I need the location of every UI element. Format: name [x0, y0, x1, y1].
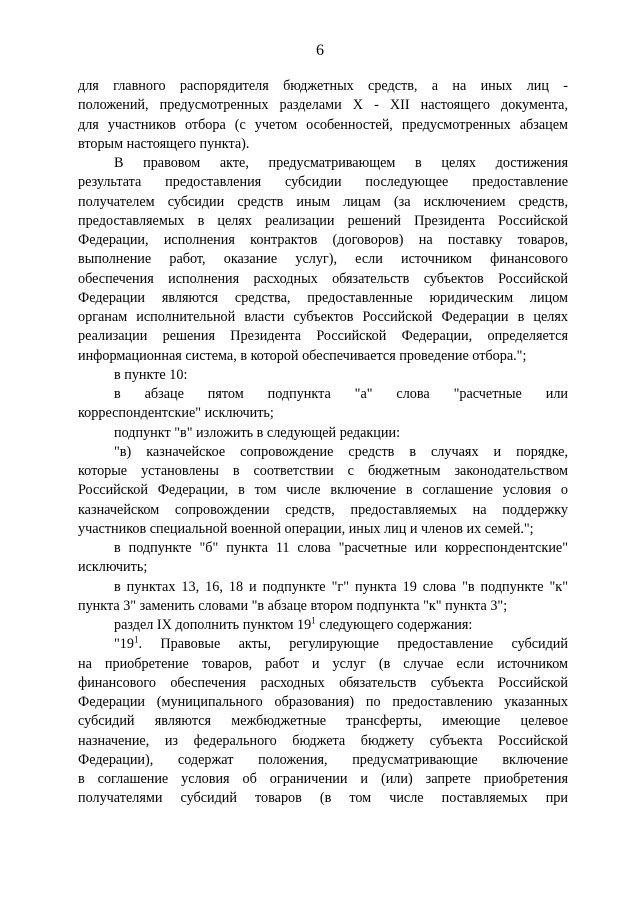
- text-line: раздел IX дополнить пунктом $19^1$ следующего содержания:: [114, 615, 473, 633]
- text-line: в соглашение условия об ограничении и (или) запрете приобретения: [78, 771, 568, 787]
- text-line: подпункт "в" изложить в следующей редакции:: [114, 424, 401, 441]
- text-line: "в) казначейское сопровождение средств в случаях и порядке,: [114, 443, 568, 460]
- text-line: на приобретение товаров, работ и услуг (в случае если источником: [78, 655, 568, 672]
- text-line: казначейском сопровождении средств, предоставляемых на поддержку: [78, 501, 568, 518]
- text-line: в абзаце пятом подпункта "а" слова "расчетные или: [114, 386, 568, 402]
- text-line: для участников отбора (с учетом особенностей, предусмотренных абзацем: [78, 116, 568, 133]
- text-line: получателем субсидии средств иным лицам (за исключением средств,: [78, 193, 568, 210]
- text-line: участников специальной военной операции, иных лиц и членов их семей.";: [78, 520, 534, 537]
- text-line: в подпункте "б" пункта 11 слова "расчетные или корреспондентские": [114, 540, 568, 556]
- text-line: получателями субсидий товаров (в том числе поставляемых при: [78, 790, 568, 807]
- text-line: положений, предусмотренных разделами X - XII настоящего документа,: [78, 97, 568, 114]
- text-line: реализации решения Президента Российской Федерации, определяется: [78, 328, 568, 345]
- text-line: в пунктах 13, 16, 18 и подпункте "г" пункта 19 слова "в подпункте "к": [114, 578, 568, 595]
- text-line: назначение, из федерального бюджета бюджету субъекта Российской: [78, 732, 568, 749]
- text-line: информационная система, в которой обеспечивается проведение отбора.";: [78, 347, 527, 364]
- text-line: для главного распорядителя бюджетных средств, а на иных лиц -: [78, 78, 568, 94]
- text-line: В правовом акте, предусматривающем в целях достижения: [114, 155, 568, 171]
- document-body: [78, 77, 568, 809]
- text-line: которые установлены в соответствии с бюджетным законодательством: [78, 463, 568, 479]
- text-line: в пункте 10:: [114, 366, 188, 383]
- text-line: финансового обеспечения расходных обязательств субъекта Российской: [78, 674, 568, 691]
- text-line: пункта 3" заменить словами "в абзаце втором подпункта "к" пункта 3";: [78, 597, 508, 614]
- text-line: результата предоставления субсидии последующее предоставление: [78, 174, 568, 191]
- text-line: органам исполнительной власти субъектов Российской Федерации в целях: [78, 309, 568, 325]
- text-line: субсидий являются межбюджетные трансферты, имеющие целевое: [78, 713, 568, 730]
- text-line: "$19^1$. Правовые акты, регулирующие предоставление субсидий: [114, 634, 568, 653]
- text-line: предоставляемых в целях реализации решений Президента Российской: [78, 212, 568, 229]
- text-line: обеспечения исполнения расходных обязательств субъектов Российской: [78, 270, 568, 287]
- text-line: Федерации), содержат положения, предусматривающие включение: [78, 751, 568, 768]
- text-line: исключить;: [78, 559, 148, 576]
- text-line: Федерации являются средства, предоставленные юридическим лицом: [78, 289, 568, 306]
- text-line: Российской Федерации, в том числе включение в соглашение условия о: [78, 482, 568, 499]
- text-line: вторым настоящего пункта).: [78, 135, 250, 152]
- superscript-one: 1: [133, 634, 139, 645]
- superscript-one: 1: [311, 615, 316, 626]
- text-line: Федерации, исполнения контрактов (договоров) на поставку товаров,: [78, 232, 568, 248]
- text-line: корреспондентские" исключить;: [78, 405, 274, 422]
- text-line: Федерации (муниципального образования) по предоставлению указанных: [78, 694, 568, 710]
- text-line: выполнение работ, оказание услуг), если источником финансового: [78, 251, 568, 268]
- page-number: 6: [316, 42, 324, 59]
